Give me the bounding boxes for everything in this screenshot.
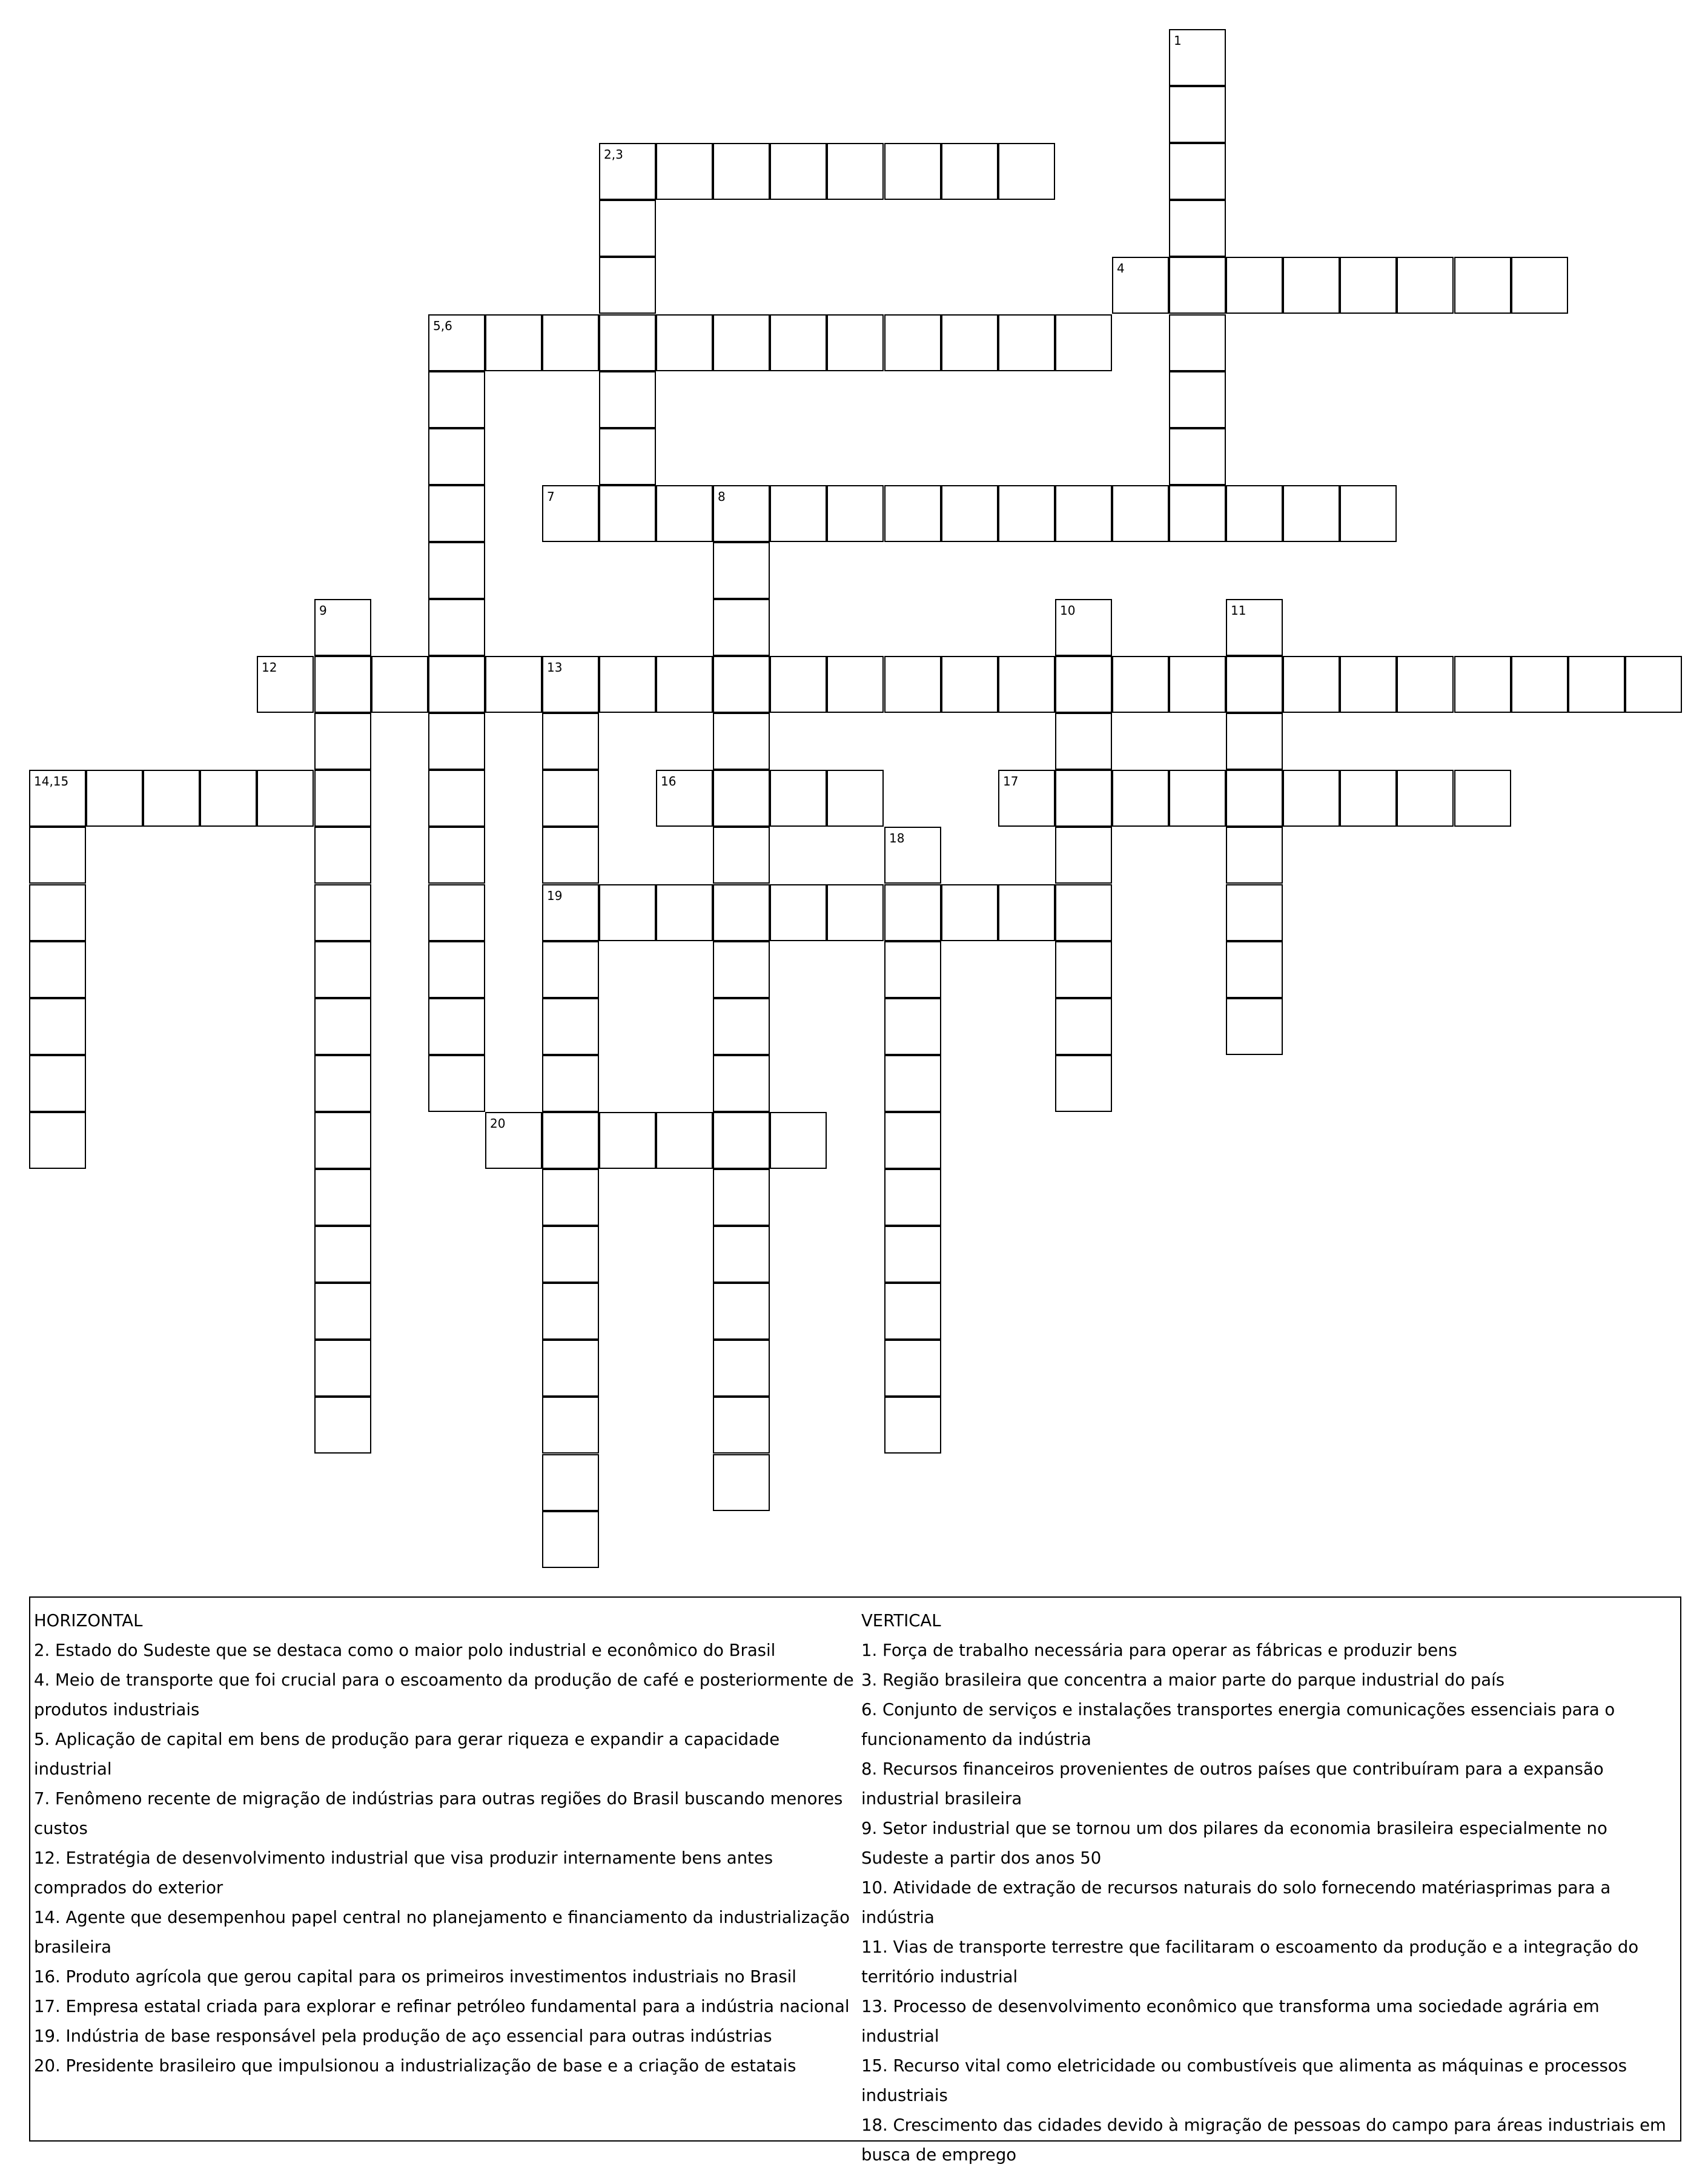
grid-cell[interactable]: [599, 884, 656, 941]
grid-cell[interactable]: [428, 485, 485, 542]
grid-cell[interactable]: [1226, 941, 1283, 998]
grid-cell[interactable]: [428, 1055, 485, 1112]
grid-cell[interactable]: [998, 314, 1055, 371]
grid-cell[interactable]: [542, 1112, 599, 1169]
grid-cell[interactable]: [1055, 314, 1112, 371]
grid-cell[interactable]: [1169, 29, 1226, 86]
grid-cell[interactable]: [1055, 485, 1112, 542]
grid-cell[interactable]: [542, 713, 599, 770]
grid-cell[interactable]: [713, 941, 770, 998]
clue-number: 20: [490, 1116, 506, 1131]
grid-cell[interactable]: [428, 599, 485, 656]
clue-v-8: 8. Recursos financeiros provenientes de outros países que contribuíram para a expansão industrial brasileira: [861, 1759, 1604, 1808]
grid-cell[interactable]: [314, 599, 371, 656]
grid-cell[interactable]: [713, 314, 770, 371]
grid-cell[interactable]: [1055, 656, 1112, 713]
grid-cell[interactable]: [599, 371, 656, 428]
grid-cell[interactable]: [599, 257, 656, 314]
clue-number: 14,15: [34, 774, 69, 789]
grid-cell[interactable]: [656, 656, 713, 713]
clue-number: 9: [319, 603, 327, 618]
grid-cell[interactable]: [314, 1226, 371, 1283]
grid-cell[interactable]: [599, 1112, 656, 1169]
grid-cell[interactable]: [485, 314, 542, 371]
grid-cell[interactable]: [314, 941, 371, 998]
grid-cell[interactable]: [1340, 770, 1397, 827]
clue-v-1: 1. Força de trabalho necessária para operar as fábricas e produzir bens: [861, 1641, 1457, 1660]
grid-cell[interactable]: [314, 884, 371, 941]
grid-cell[interactable]: [770, 314, 827, 371]
grid-cell[interactable]: [1112, 485, 1169, 542]
grid-cell[interactable]: [941, 485, 998, 542]
grid-cell[interactable]: [428, 770, 485, 827]
grid-cell[interactable]: [1055, 998, 1112, 1055]
clue-h-7: 7. Fenômeno recente de migração de indústrias para outras regiões do Brasil buscando menores custos: [34, 1789, 843, 1838]
grid-cell[interactable]: [941, 656, 998, 713]
grid-cell[interactable]: [884, 1397, 941, 1454]
grid-cell[interactable]: [998, 143, 1055, 200]
grid-cell[interactable]: [998, 770, 1055, 827]
grid-cell[interactable]: [314, 998, 371, 1055]
grid-cell[interactable]: [314, 1397, 371, 1454]
clue-h-16: 16. Produto agrícola que gerou capital para os primeiros investimentos industriais no Brasil: [34, 1967, 796, 1986]
grid-cell[interactable]: [29, 1055, 86, 1112]
grid-cell[interactable]: [827, 314, 884, 371]
grid-cell[interactable]: [1112, 257, 1169, 314]
grid-cell[interactable]: [1454, 257, 1511, 314]
grid-cell[interactable]: [428, 884, 485, 941]
clue-v-18: 18. Crescimento das cidades devido à migração de pessoas do campo para áreas industriais em busca de emprego: [861, 2115, 1666, 2165]
grid-cell[interactable]: [542, 1055, 599, 1112]
grid-cell[interactable]: [1283, 656, 1340, 713]
grid-cell[interactable]: [1169, 200, 1226, 257]
grid-cell[interactable]: [599, 314, 656, 371]
grid-cell[interactable]: [428, 827, 485, 884]
grid-cell[interactable]: [827, 143, 884, 200]
grid-cell[interactable]: [713, 599, 770, 656]
grid-cell[interactable]: [542, 1169, 599, 1226]
grid-cell[interactable]: [713, 1055, 770, 1112]
grid-cell[interactable]: [941, 314, 998, 371]
grid-cell[interactable]: [1340, 485, 1397, 542]
grid-cell[interactable]: [1055, 713, 1112, 770]
vertical-clues-title: VERTICAL: [861, 1611, 941, 1630]
grid-cell[interactable]: [827, 884, 884, 941]
grid-cell[interactable]: [713, 884, 770, 941]
grid-cell[interactable]: [599, 200, 656, 257]
grid-cell[interactable]: [656, 1112, 713, 1169]
grid-cell[interactable]: [542, 941, 599, 998]
grid-cell[interactable]: [884, 827, 941, 884]
grid-cell[interactable]: [1568, 656, 1625, 713]
clue-number: 12: [262, 660, 277, 675]
grid-cell[interactable]: [428, 428, 485, 485]
grid-cell[interactable]: [884, 1055, 941, 1112]
grid-cell[interactable]: [1226, 656, 1283, 713]
grid-cell[interactable]: [1226, 998, 1283, 1055]
clues-box: [29, 1596, 1681, 2165]
grid-cell[interactable]: [257, 770, 314, 827]
grid-cell[interactable]: [713, 1283, 770, 1340]
clue-h-2: 2. Estado do Sudeste que se destaca como o maior polo industrial e econômico do Brasil: [34, 1641, 776, 1660]
grid-cell[interactable]: [998, 656, 1055, 713]
grid-cell[interactable]: [713, 143, 770, 200]
horizontal-clues: [34, 1606, 858, 2081]
grid-cell[interactable]: [485, 1112, 542, 1169]
grid-cell[interactable]: [713, 1112, 770, 1169]
clue-v-11: 11. Vias de transporte terrestre que facilitaram o escoamento da produção e a integração do território industrial: [861, 1937, 1639, 1986]
clue-v-13: 13. Processo de desenvolvimento econômico que transforma uma sociedade agrária em industrial: [861, 1997, 1600, 2046]
grid-cell[interactable]: [1454, 656, 1511, 713]
grid-cell[interactable]: [884, 143, 941, 200]
grid-cell[interactable]: [542, 485, 599, 542]
clue-number: 10: [1060, 603, 1076, 618]
grid-cell[interactable]: [1283, 485, 1340, 542]
grid-cell[interactable]: [1055, 599, 1112, 656]
grid-cell[interactable]: [599, 428, 656, 485]
grid-cell[interactable]: [314, 1112, 371, 1169]
grid-cell[interactable]: [1169, 770, 1226, 827]
grid-cell[interactable]: [29, 1112, 86, 1169]
grid-cell[interactable]: [542, 1226, 599, 1283]
grid-cell[interactable]: [884, 485, 941, 542]
grid-cell[interactable]: [884, 998, 941, 1055]
grid-cell[interactable]: [1169, 143, 1226, 200]
grid-cell[interactable]: [314, 1340, 371, 1397]
grid-cell[interactable]: [1226, 485, 1283, 542]
grid-cell[interactable]: [1112, 656, 1169, 713]
grid-cell[interactable]: [713, 1169, 770, 1226]
vertical-clues: [861, 1606, 1673, 2170]
grid-cell[interactable]: [713, 827, 770, 884]
grid-cell[interactable]: [1169, 428, 1226, 485]
grid-cell[interactable]: [314, 1055, 371, 1112]
grid-cell[interactable]: [29, 884, 86, 941]
grid-cell[interactable]: [1226, 770, 1283, 827]
grid-cell[interactable]: [143, 770, 200, 827]
clue-h-14: 14. Agente que desempenhou papel central no planejamento e financiamento da industrialização brasileira: [34, 1908, 850, 1957]
clue-v-10: 10. Atividade de extração de recursos naturais do solo fornecendo matériasprimas para a indústria: [861, 1878, 1611, 1927]
clue-h-20: 20. Presidente brasileiro que impulsionou a industrialização de base e a criação de estatais: [34, 2056, 796, 2076]
clue-v-15: 15. Recurso vital como eletricidade ou combustíveis que alimenta as máquinas e processos industriais: [861, 2056, 1627, 2105]
grid-cell[interactable]: [713, 770, 770, 827]
grid-cell[interactable]: [884, 656, 941, 713]
grid-cell[interactable]: [770, 485, 827, 542]
clue-h-19: 19. Indústria de base responsável pela produção de aço essencial para outras indústrias: [34, 2026, 772, 2046]
grid-cell[interactable]: [1397, 257, 1454, 314]
grid-cell[interactable]: [428, 314, 485, 371]
grid-cell[interactable]: [1055, 1055, 1112, 1112]
grid-cell[interactable]: [770, 656, 827, 713]
clue-number: 7: [547, 489, 555, 504]
grid-cell[interactable]: [884, 1283, 941, 1340]
grid-cell[interactable]: [656, 143, 713, 200]
grid-cell[interactable]: [1340, 656, 1397, 713]
clue-number: 11: [1231, 603, 1246, 618]
grid-cell[interactable]: [713, 485, 770, 542]
grid-cell[interactable]: [656, 884, 713, 941]
grid-cell[interactable]: [29, 827, 86, 884]
grid-cell[interactable]: [1169, 257, 1226, 314]
grid-cell[interactable]: [1226, 599, 1283, 656]
grid-cell[interactable]: [1169, 314, 1226, 371]
clue-v-9: 9. Setor industrial que se tornou um dos pilares da economia brasileira especialmente no Sudeste a partir dos anos 50: [861, 1819, 1607, 1868]
grid-cell[interactable]: [314, 1169, 371, 1226]
grid-cell[interactable]: [884, 1340, 941, 1397]
grid-cell[interactable]: [542, 656, 599, 713]
grid-cell[interactable]: [86, 770, 143, 827]
clue-number: 13: [547, 660, 563, 675]
grid-cell[interactable]: [1511, 257, 1568, 314]
grid-cell[interactable]: [713, 1454, 770, 1511]
clue-number: 18: [889, 831, 905, 845]
clue-h-5: 5. Aplicação de capital em bens de produção para gerar riqueza e expandir a capacidade industrial: [34, 1730, 780, 1779]
grid-cell[interactable]: [1226, 884, 1283, 941]
grid-cell[interactable]: [884, 1112, 941, 1169]
clue-number: 19: [547, 888, 563, 903]
clue-number: 4: [1117, 261, 1125, 276]
grid-cell[interactable]: [827, 770, 884, 827]
grid-cell[interactable]: [428, 998, 485, 1055]
horizontal-clues-title: HORIZONTAL: [34, 1611, 143, 1630]
grid-cell[interactable]: [713, 1226, 770, 1283]
grid-cell[interactable]: [656, 770, 713, 827]
grid-cell[interactable]: [770, 770, 827, 827]
grid-cell[interactable]: [713, 542, 770, 599]
grid-cell[interactable]: [371, 656, 428, 713]
grid-cell[interactable]: [827, 485, 884, 542]
grid-cell[interactable]: [884, 1226, 941, 1283]
grid-cell[interactable]: [884, 884, 941, 941]
grid-cell[interactable]: [656, 314, 713, 371]
clue-v-3: 3. Região brasileira que concentra a maior parte do parque industrial do país: [861, 1670, 1505, 1690]
clue-v-6: 6. Conjunto de serviços e instalações transportes energia comunicações essenciais para o funcionamento da indústria: [861, 1700, 1615, 1749]
grid-cell[interactable]: [1397, 770, 1454, 827]
grid-cell[interactable]: [1169, 371, 1226, 428]
grid-cell[interactable]: [998, 485, 1055, 542]
grid-cell[interactable]: [1625, 656, 1682, 713]
grid-cell[interactable]: [542, 1397, 599, 1454]
grid-cell[interactable]: [941, 143, 998, 200]
grid-cell[interactable]: [770, 143, 827, 200]
grid-cell[interactable]: [542, 827, 599, 884]
grid-cell[interactable]: [1283, 770, 1340, 827]
grid-cell[interactable]: [29, 998, 86, 1055]
grid-cell[interactable]: [29, 770, 86, 827]
clue-number: 1: [1174, 33, 1182, 48]
grid-cell[interactable]: [884, 1169, 941, 1226]
grid-cell[interactable]: [884, 314, 941, 371]
grid-cell[interactable]: [542, 1340, 599, 1397]
grid-cell[interactable]: [1283, 257, 1340, 314]
grid-cell[interactable]: [1055, 827, 1112, 884]
grid-cell[interactable]: [1397, 656, 1454, 713]
clue-number: 2,3: [604, 147, 623, 162]
grid-cell[interactable]: [314, 770, 371, 827]
grid-cell[interactable]: [1169, 656, 1226, 713]
grid-cell[interactable]: [428, 371, 485, 428]
clue-h-12: 12. Estratégia de desenvolvimento industrial que visa produzir internamente bens antes comprados do exterior: [34, 1848, 773, 1897]
grid-cell[interactable]: [314, 1283, 371, 1340]
grid-cell[interactable]: [656, 485, 713, 542]
clue-h-4: 4. Meio de transporte que foi crucial para o escoamento da produção de café e posteriormente de produtos industriais: [34, 1670, 854, 1719]
grid-cell[interactable]: [1169, 86, 1226, 143]
grid-cell[interactable]: [1055, 770, 1112, 827]
grid-cell[interactable]: [428, 656, 485, 713]
grid-cell[interactable]: [1169, 485, 1226, 542]
grid-cell[interactable]: [314, 713, 371, 770]
grid-cell[interactable]: [884, 941, 941, 998]
grid-cell[interactable]: [1055, 941, 1112, 998]
grid-cell[interactable]: [1112, 770, 1169, 827]
grid-cell[interactable]: [314, 656, 371, 713]
grid-cell[interactable]: [713, 713, 770, 770]
grid-cell[interactable]: [713, 656, 770, 713]
clue-number: 8: [718, 489, 726, 504]
grid-cell[interactable]: [542, 770, 599, 827]
grid-cell[interactable]: [713, 1340, 770, 1397]
grid-cell[interactable]: [713, 998, 770, 1055]
grid-cell[interactable]: [29, 941, 86, 998]
grid-cell[interactable]: [998, 884, 1055, 941]
grid-cell[interactable]: [713, 1397, 770, 1454]
grid-cell[interactable]: [428, 542, 485, 599]
clue-h-17: 17. Empresa estatal criada para explorar e refinar petróleo fundamental para a indústria nacional: [34, 1997, 850, 2016]
grid-cell[interactable]: [200, 770, 257, 827]
grid-cell[interactable]: [257, 656, 314, 713]
grid-cell[interactable]: [1226, 827, 1283, 884]
clue-number: 17: [1003, 774, 1019, 789]
grid-cell[interactable]: [770, 884, 827, 941]
grid-cell[interactable]: [542, 1283, 599, 1340]
grid-cell[interactable]: [1226, 257, 1283, 314]
grid-cell[interactable]: [827, 656, 884, 713]
grid-cell[interactable]: [542, 884, 599, 941]
grid-cell[interactable]: [1226, 713, 1283, 770]
grid-cell[interactable]: [1055, 884, 1112, 941]
grid-cell[interactable]: [941, 884, 998, 941]
grid-cell[interactable]: [542, 1454, 599, 1511]
grid-cell[interactable]: [314, 827, 371, 884]
grid-cell[interactable]: [770, 1112, 827, 1169]
grid-cell[interactable]: [1340, 257, 1397, 314]
grid-cell[interactable]: [1454, 770, 1511, 827]
grid-cell[interactable]: [599, 143, 656, 200]
grid-cell[interactable]: [542, 998, 599, 1055]
grid-cell[interactable]: [485, 656, 542, 713]
clue-number: 5,6: [433, 319, 452, 333]
clue-number: 16: [661, 774, 677, 789]
grid-cell[interactable]: [542, 1511, 599, 1568]
grid-cell[interactable]: [599, 485, 656, 542]
grid-cell[interactable]: [542, 314, 599, 371]
grid-cell[interactable]: [428, 713, 485, 770]
grid-cell[interactable]: [599, 656, 656, 713]
grid-cell[interactable]: [1511, 656, 1568, 713]
grid-cell[interactable]: [428, 941, 485, 998]
